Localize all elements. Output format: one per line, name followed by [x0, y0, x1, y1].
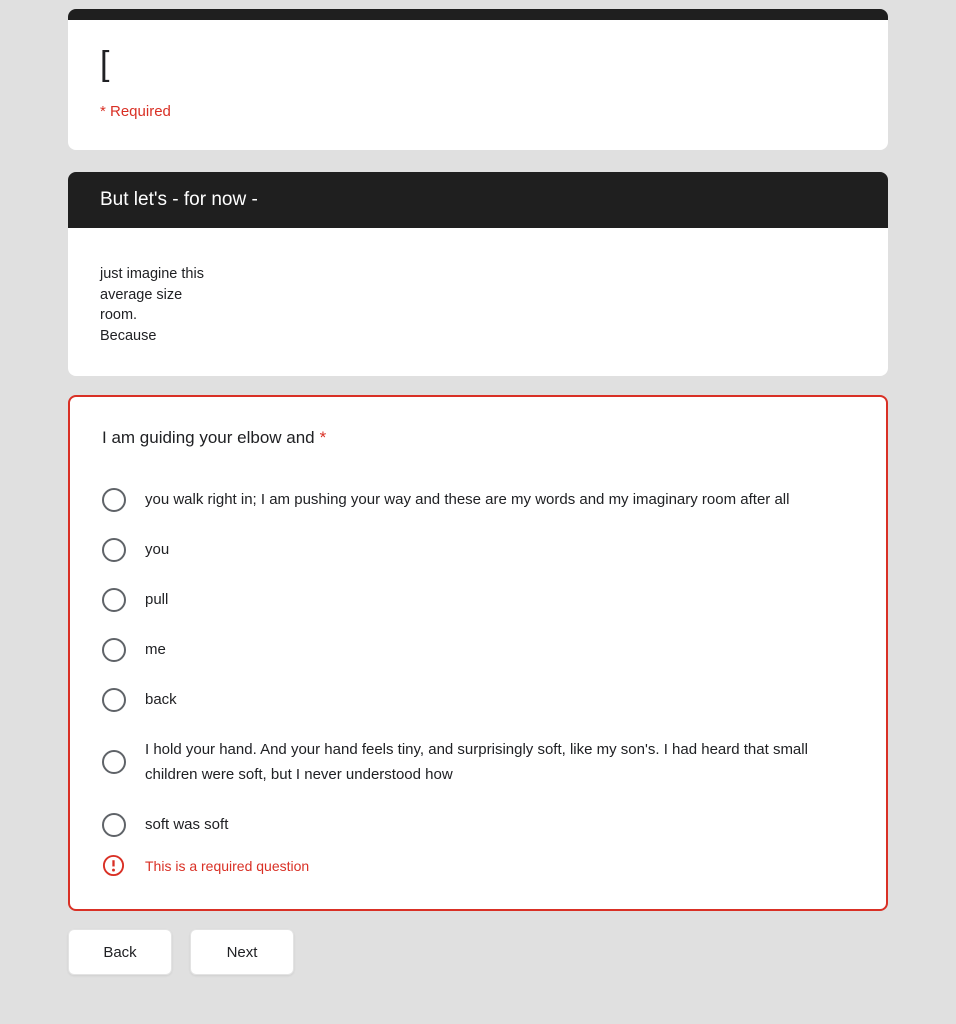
option-label: you walk right in; I am pushing your way and these are my words and my imaginary room after all	[145, 491, 790, 508]
option-label: soft was soft	[145, 816, 229, 833]
radio-button-icon[interactable]	[102, 538, 126, 562]
nav-buttons	[68, 929, 888, 975]
radio-option[interactable]	[102, 587, 854, 612]
validation-error	[102, 854, 854, 877]
radio-option[interactable]	[102, 487, 854, 512]
section-description-line: just imagine this	[100, 266, 204, 282]
section-description-line: room.	[100, 307, 138, 323]
radio-option[interactable]	[102, 537, 854, 562]
radio-button-icon[interactable]	[102, 588, 126, 612]
form-theme-banner	[68, 9, 888, 20]
option-label: back	[145, 691, 177, 708]
question-card	[68, 395, 888, 911]
required-asterisk: *	[319, 428, 327, 447]
back-button[interactable]: Back	[68, 929, 172, 975]
exclamation-circle-icon	[102, 854, 125, 877]
form-title-card	[68, 9, 888, 150]
radio-button-icon[interactable]	[102, 813, 126, 837]
option-label: pull	[145, 591, 169, 608]
section-card	[68, 172, 888, 376]
question-title-text: I am guiding your elbow and	[102, 428, 315, 447]
form-title: [	[100, 45, 110, 83]
option-label: I hold your hand. And your hand feels tiny, and surprisingly soft, like my son's. I had heard that small children were soft, but I never understood how	[145, 741, 808, 783]
next-button[interactable]: Next	[190, 929, 294, 975]
radio-button-icon[interactable]	[102, 750, 126, 774]
radio-option[interactable]	[102, 687, 854, 712]
options-list	[102, 487, 854, 837]
radio-option[interactable]	[102, 637, 854, 662]
radio-button-icon[interactable]	[102, 488, 126, 512]
radio-option[interactable]	[102, 812, 854, 837]
section-description-line: Because	[100, 327, 157, 344]
radio-option[interactable]	[102, 737, 854, 787]
section-description	[68, 228, 888, 376]
question-title	[102, 427, 854, 449]
section-description-line: average size	[100, 286, 183, 303]
form-title-card-body	[68, 20, 888, 150]
error-message: This is a required question	[145, 857, 310, 874]
radio-button-icon[interactable]	[102, 638, 126, 662]
required-note: * Required	[100, 103, 171, 120]
option-label: you	[145, 541, 170, 558]
option-label: me	[145, 641, 166, 658]
section-title: But let's - for now -	[68, 172, 888, 228]
radio-button-icon[interactable]	[102, 688, 126, 712]
